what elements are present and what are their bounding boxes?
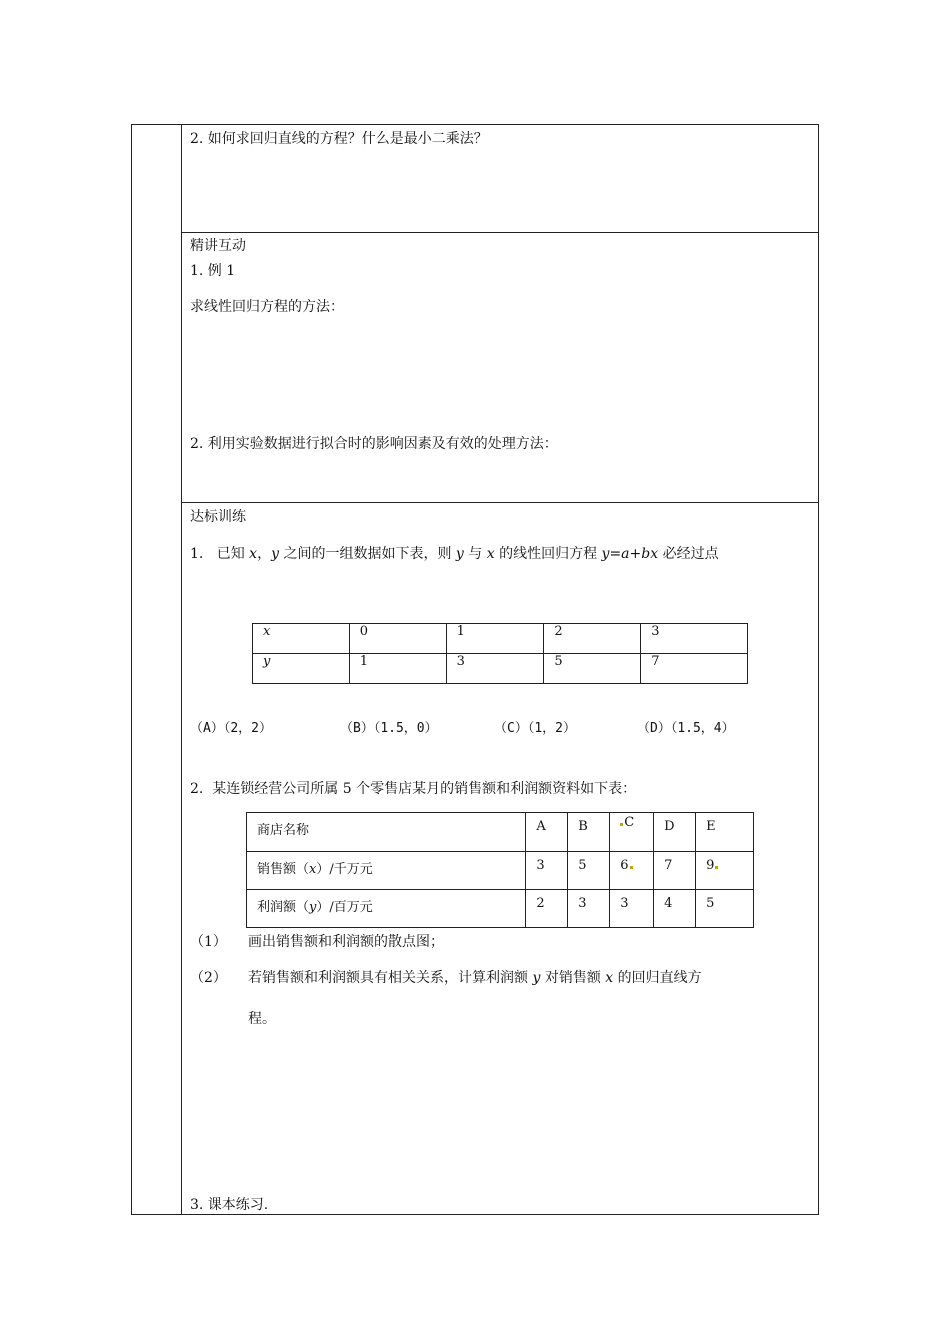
section-heading-practice: 达标训练 — [190, 509, 246, 525]
table-cell: 3 — [526, 852, 568, 890]
option-b: （B）（1.5，0） — [340, 721, 438, 736]
textbook-exercise-label: 3. 课本练习. — [190, 1197, 269, 1213]
sub-question-2-text: 若销售额和利润额具有相关关系，计算利润额 y 对销售额 x 的回归直线方 — [248, 970, 702, 986]
sub-question-1-text: 画出销售额和利润额的散点图； — [248, 934, 444, 950]
table-row-y — [253, 654, 748, 684]
table-cell: D — [654, 813, 696, 852]
option-a: （A）（2，2） — [190, 721, 272, 736]
table-cell: 销售额（x）/千万元 — [247, 852, 526, 890]
table-cell: 6 — [610, 852, 654, 890]
table-cell: A — [526, 813, 568, 852]
question-regression-equation: 2. 如何求回归直线的方程？什么是最小二乘法？ — [190, 131, 488, 147]
table-cell: 商店名称 — [247, 813, 526, 852]
table-row-sales — [247, 852, 754, 890]
table-cell: 2 — [544, 624, 641, 654]
option-c: （C）（1，2） — [494, 721, 576, 736]
table-cell: 3 — [446, 654, 544, 684]
table-row-header — [247, 813, 754, 852]
sub-question-1-num: （1） — [190, 934, 227, 950]
table-cell: 3 — [610, 890, 654, 928]
table-cell: 5 — [568, 852, 610, 890]
example-1-label: 1. 例 1 — [190, 263, 236, 279]
option-d: （D）（1.5，4） — [637, 721, 735, 736]
table-cell: 3 — [568, 890, 610, 928]
table-cell: 3 — [641, 624, 748, 654]
table-cell: B — [568, 813, 610, 852]
table-row-x — [253, 624, 748, 654]
column-divider — [181, 124, 182, 1215]
xy-data-table — [252, 623, 748, 684]
row-divider-2 — [181, 502, 819, 503]
table-cell: 0 — [349, 624, 446, 654]
practice-question-2: 2. 某连锁经营公司所属 5 个零售店某月的销售额和利润额资料如下表： — [190, 781, 637, 797]
practice-question-1: 1. 已知 x，y 之间的一组数据如下表，则 y 与 x 的线性回归方程 y=a+bx 必经过点 — [190, 546, 719, 562]
fitting-factors-prompt: 2. 利用实验数据进行拟合时的影响因素及有效的处理方法： — [190, 436, 558, 452]
table-cell: 2 — [526, 890, 568, 928]
table-cell: y — [253, 654, 350, 684]
table-cell: 7 — [641, 654, 748, 684]
row-divider-1 — [181, 232, 819, 233]
table-cell: x — [253, 624, 350, 654]
method-prompt: 求线性回归方程的方法： — [190, 299, 344, 315]
table-cell: E — [696, 813, 754, 852]
section-heading-interactive: 精讲互动 — [190, 238, 246, 254]
table-cell: 5 — [696, 890, 754, 928]
table-cell: 利润额（y）/百万元 — [247, 890, 526, 928]
table-cell: 1 — [446, 624, 544, 654]
table-cell: 5 — [544, 654, 641, 684]
store-sales-table — [246, 812, 754, 928]
table-cell: 9 — [696, 852, 754, 890]
table-cell: 1 — [349, 654, 446, 684]
table-cell: C — [610, 813, 654, 852]
sub-question-2-num: （2） — [190, 970, 227, 986]
sub-question-2-text-cont: 程。 — [248, 1011, 276, 1027]
table-cell: 7 — [654, 852, 696, 890]
table-row-profit — [247, 890, 754, 928]
table-cell: 4 — [654, 890, 696, 928]
